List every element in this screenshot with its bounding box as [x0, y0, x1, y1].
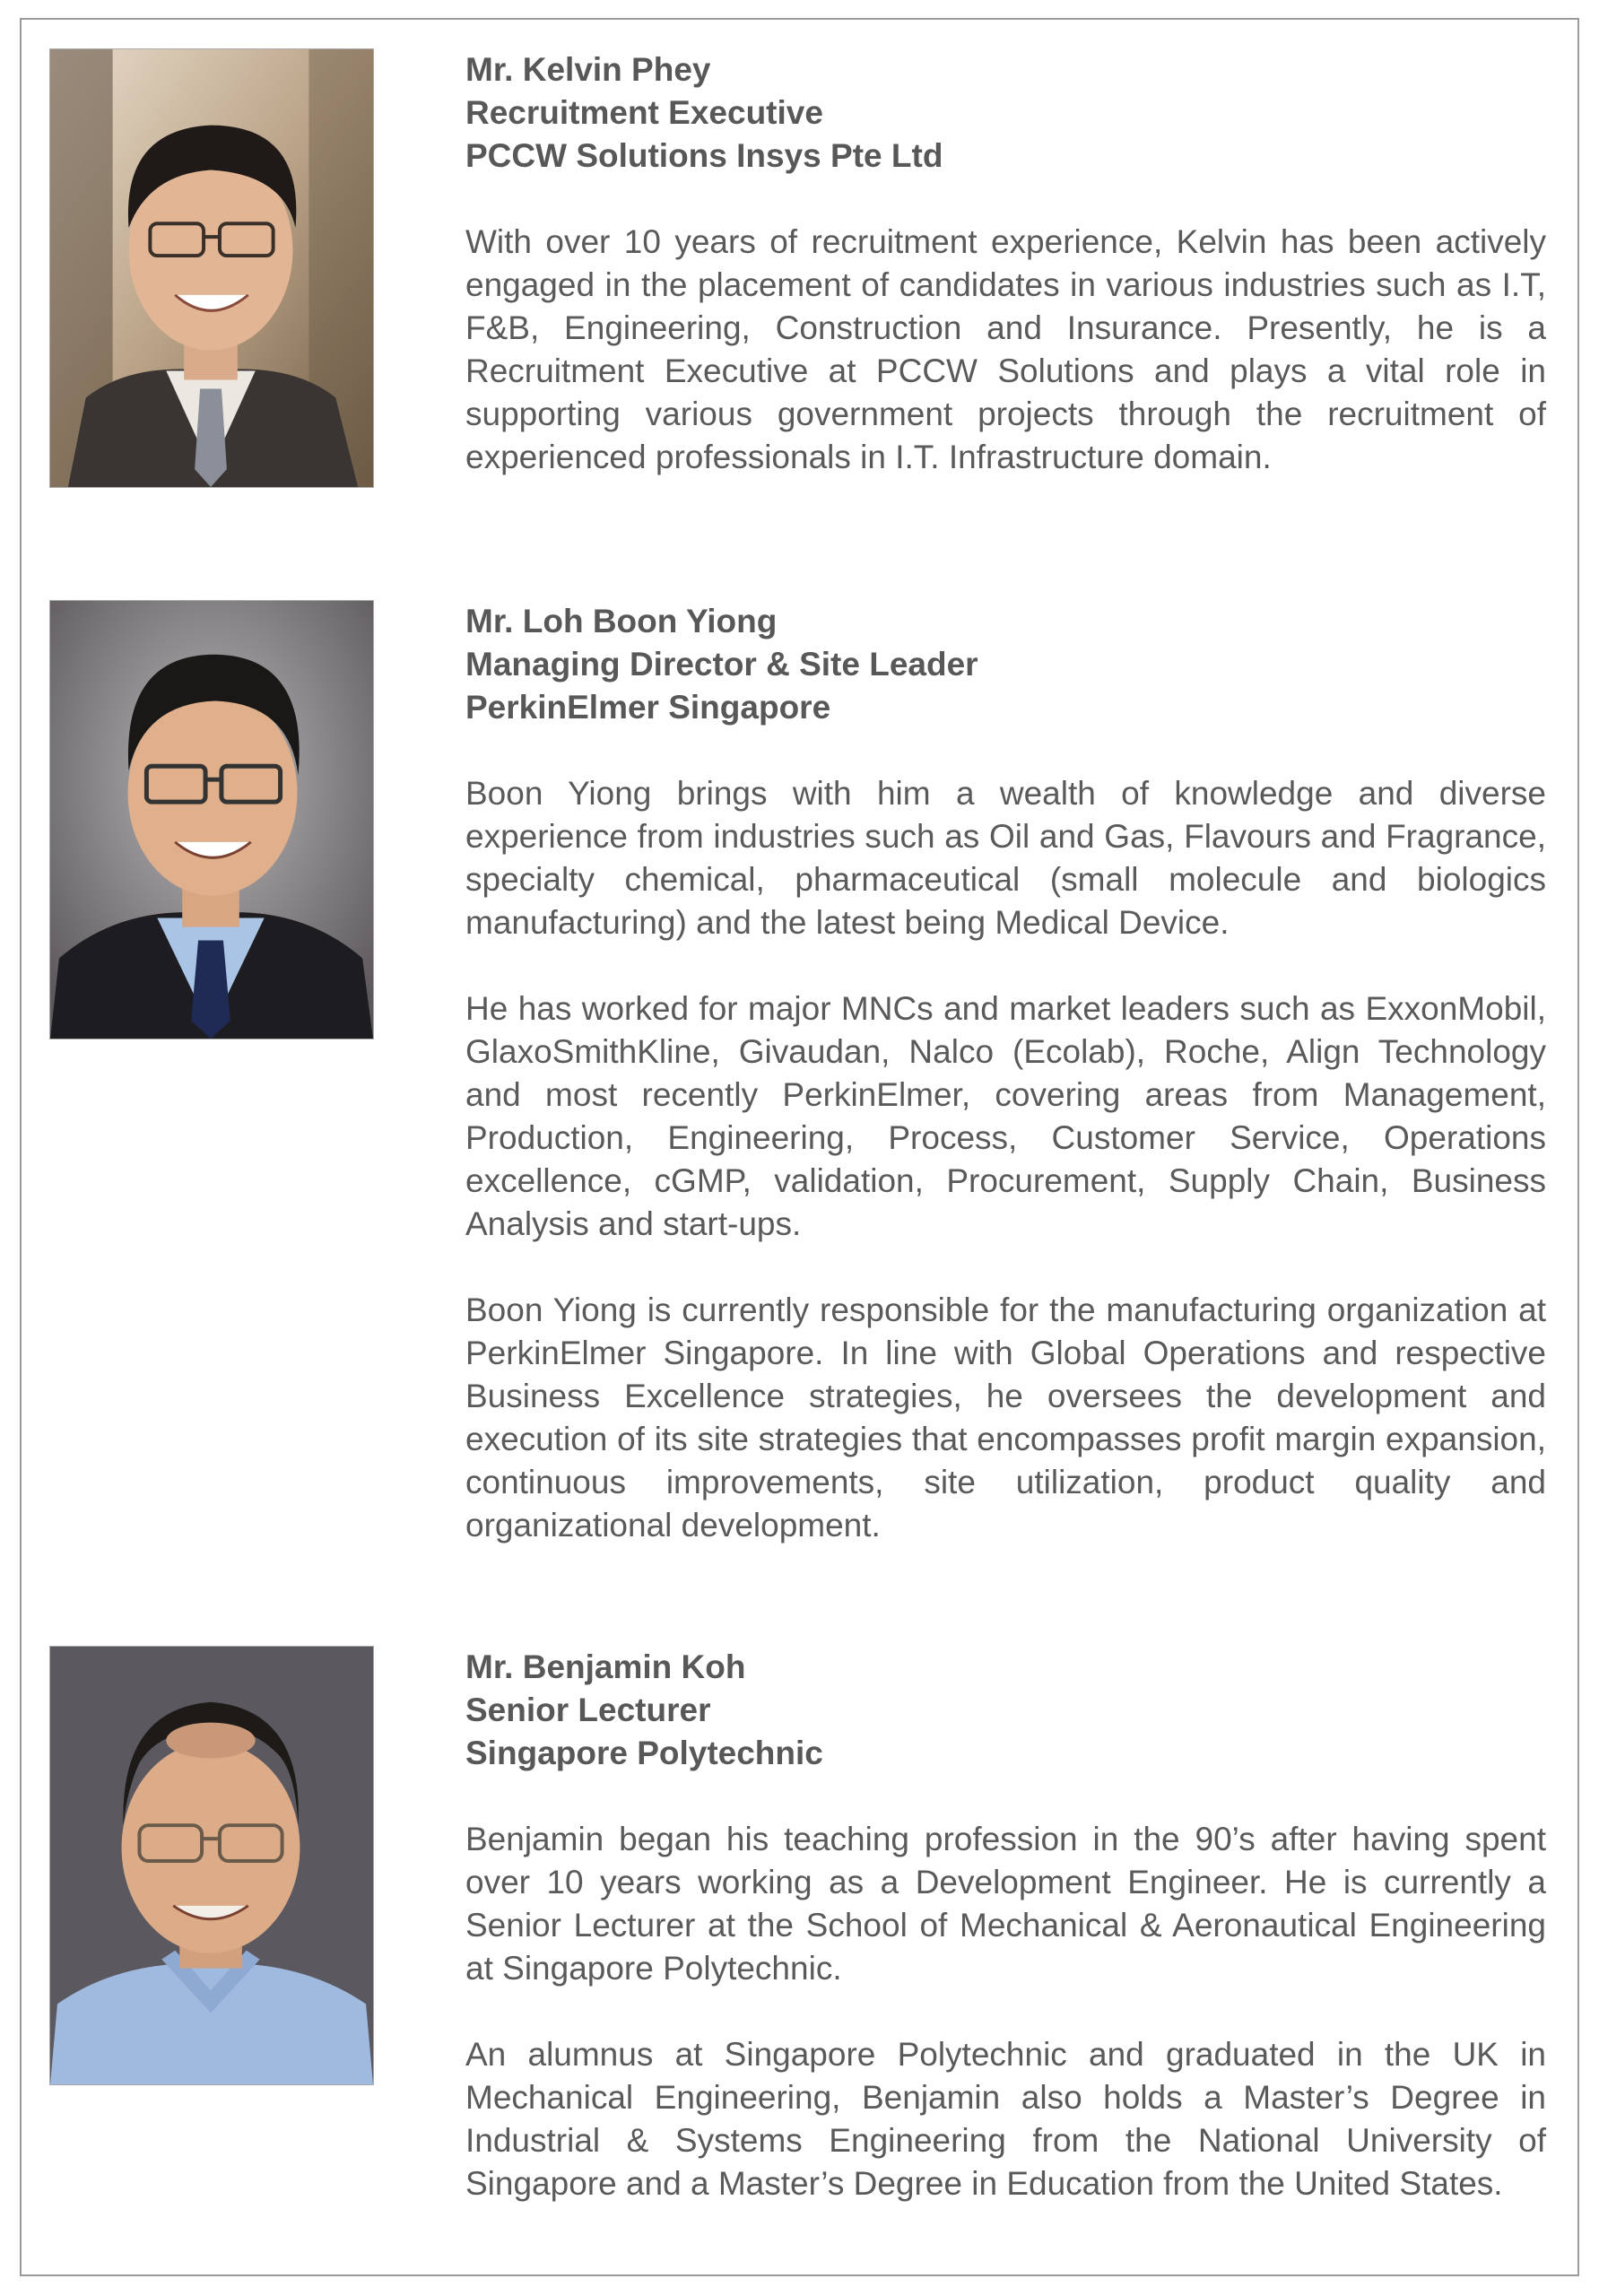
bio-paragraph: With over 10 years of recruitment experience, Kelvin has been actively engaged in the placement of candidates in various industries such as I.T, F&B, Engineering, Construction and Insurance. Presently, he is a Recruitment Executive at PCCW Solutions and plays a vital role in supporting various government projects through the recruitment of experienced professionals in I.T. Infrastructure domain.: [465, 223, 1546, 475]
bio-paragraph: An alumnus at Singapore Polytechnic and graduated in the UK in Mechanical Engineering, Benjamin also holds a Master’s Degree in Industrial & Systems Engineering from the National University of Singapore and a Master’s Degree in Education from the United States.: [465, 2036, 1546, 2202]
profile-photo: [49, 48, 374, 488]
portrait-image: [50, 601, 373, 1039]
profile-title: Recruitment Executive: [465, 94, 823, 131]
profile-photo: [49, 1646, 374, 2085]
profile-text: [465, 48, 1546, 479]
profile-title: Senior Lecturer: [465, 1692, 711, 1728]
profile-name: Mr. Loh Boon Yiong: [465, 603, 778, 639]
profile-organization: Singapore Polytechnic: [465, 1735, 823, 1771]
profile-name: Mr. Kelvin Phey: [465, 51, 711, 88]
bio-paragraph: Boon Yiong is currently responsible for the manufacturing organization at PerkinElmer Singapore. In line with Global Operations and respective Business Excellence strategies, he oversees the development and execution of its site strategies that encompasses profit margin expansion, continuous improvements, site utilization, product quality and organizational development.: [465, 1292, 1546, 1544]
portrait-image: [50, 49, 373, 487]
profile-text: [465, 1646, 1546, 2205]
profile-photo: [49, 600, 374, 1039]
bio-paragraph: Benjamin began his teaching profession in the 90’s after having spent over 10 years working as a Development Engineer. He is currently a Senior Lecturer at the School of Mechanical & Aeronautical Engineering at Singapore Polytechnic.: [465, 1821, 1546, 1987]
profile-name: Mr. Benjamin Koh: [465, 1648, 746, 1685]
profile-text: [465, 600, 1546, 1547]
profile-organization: PerkinElmer Singapore: [465, 689, 831, 726]
profile-organization: PCCW Solutions Insys Pte Ltd: [465, 137, 943, 174]
profile-title: Managing Director & Site Leader: [465, 646, 978, 683]
portrait-image: [50, 1647, 373, 2084]
bio-paragraph: He has worked for major MNCs and market leaders such as ExxonMobil, GlaxoSmithKline, Givaudan, Nalco (Ecolab), Roche, Align Technology and most recently PerkinElmer, covering areas from Management, Production, Engineering, Process, Customer Service, Operations excellence, cGMP, validation, Procurement, Supply Chain, Business Analysis and start-ups.: [465, 990, 1546, 1242]
bio-paragraph: Boon Yiong brings with him a wealth of knowledge and diverse experience from industries such as Oil and Gas, Flavours and Fragrance, specialty chemical, pharmaceutical (small molecule and biologics manufacturing) and the latest being Medical Device.: [465, 775, 1546, 941]
